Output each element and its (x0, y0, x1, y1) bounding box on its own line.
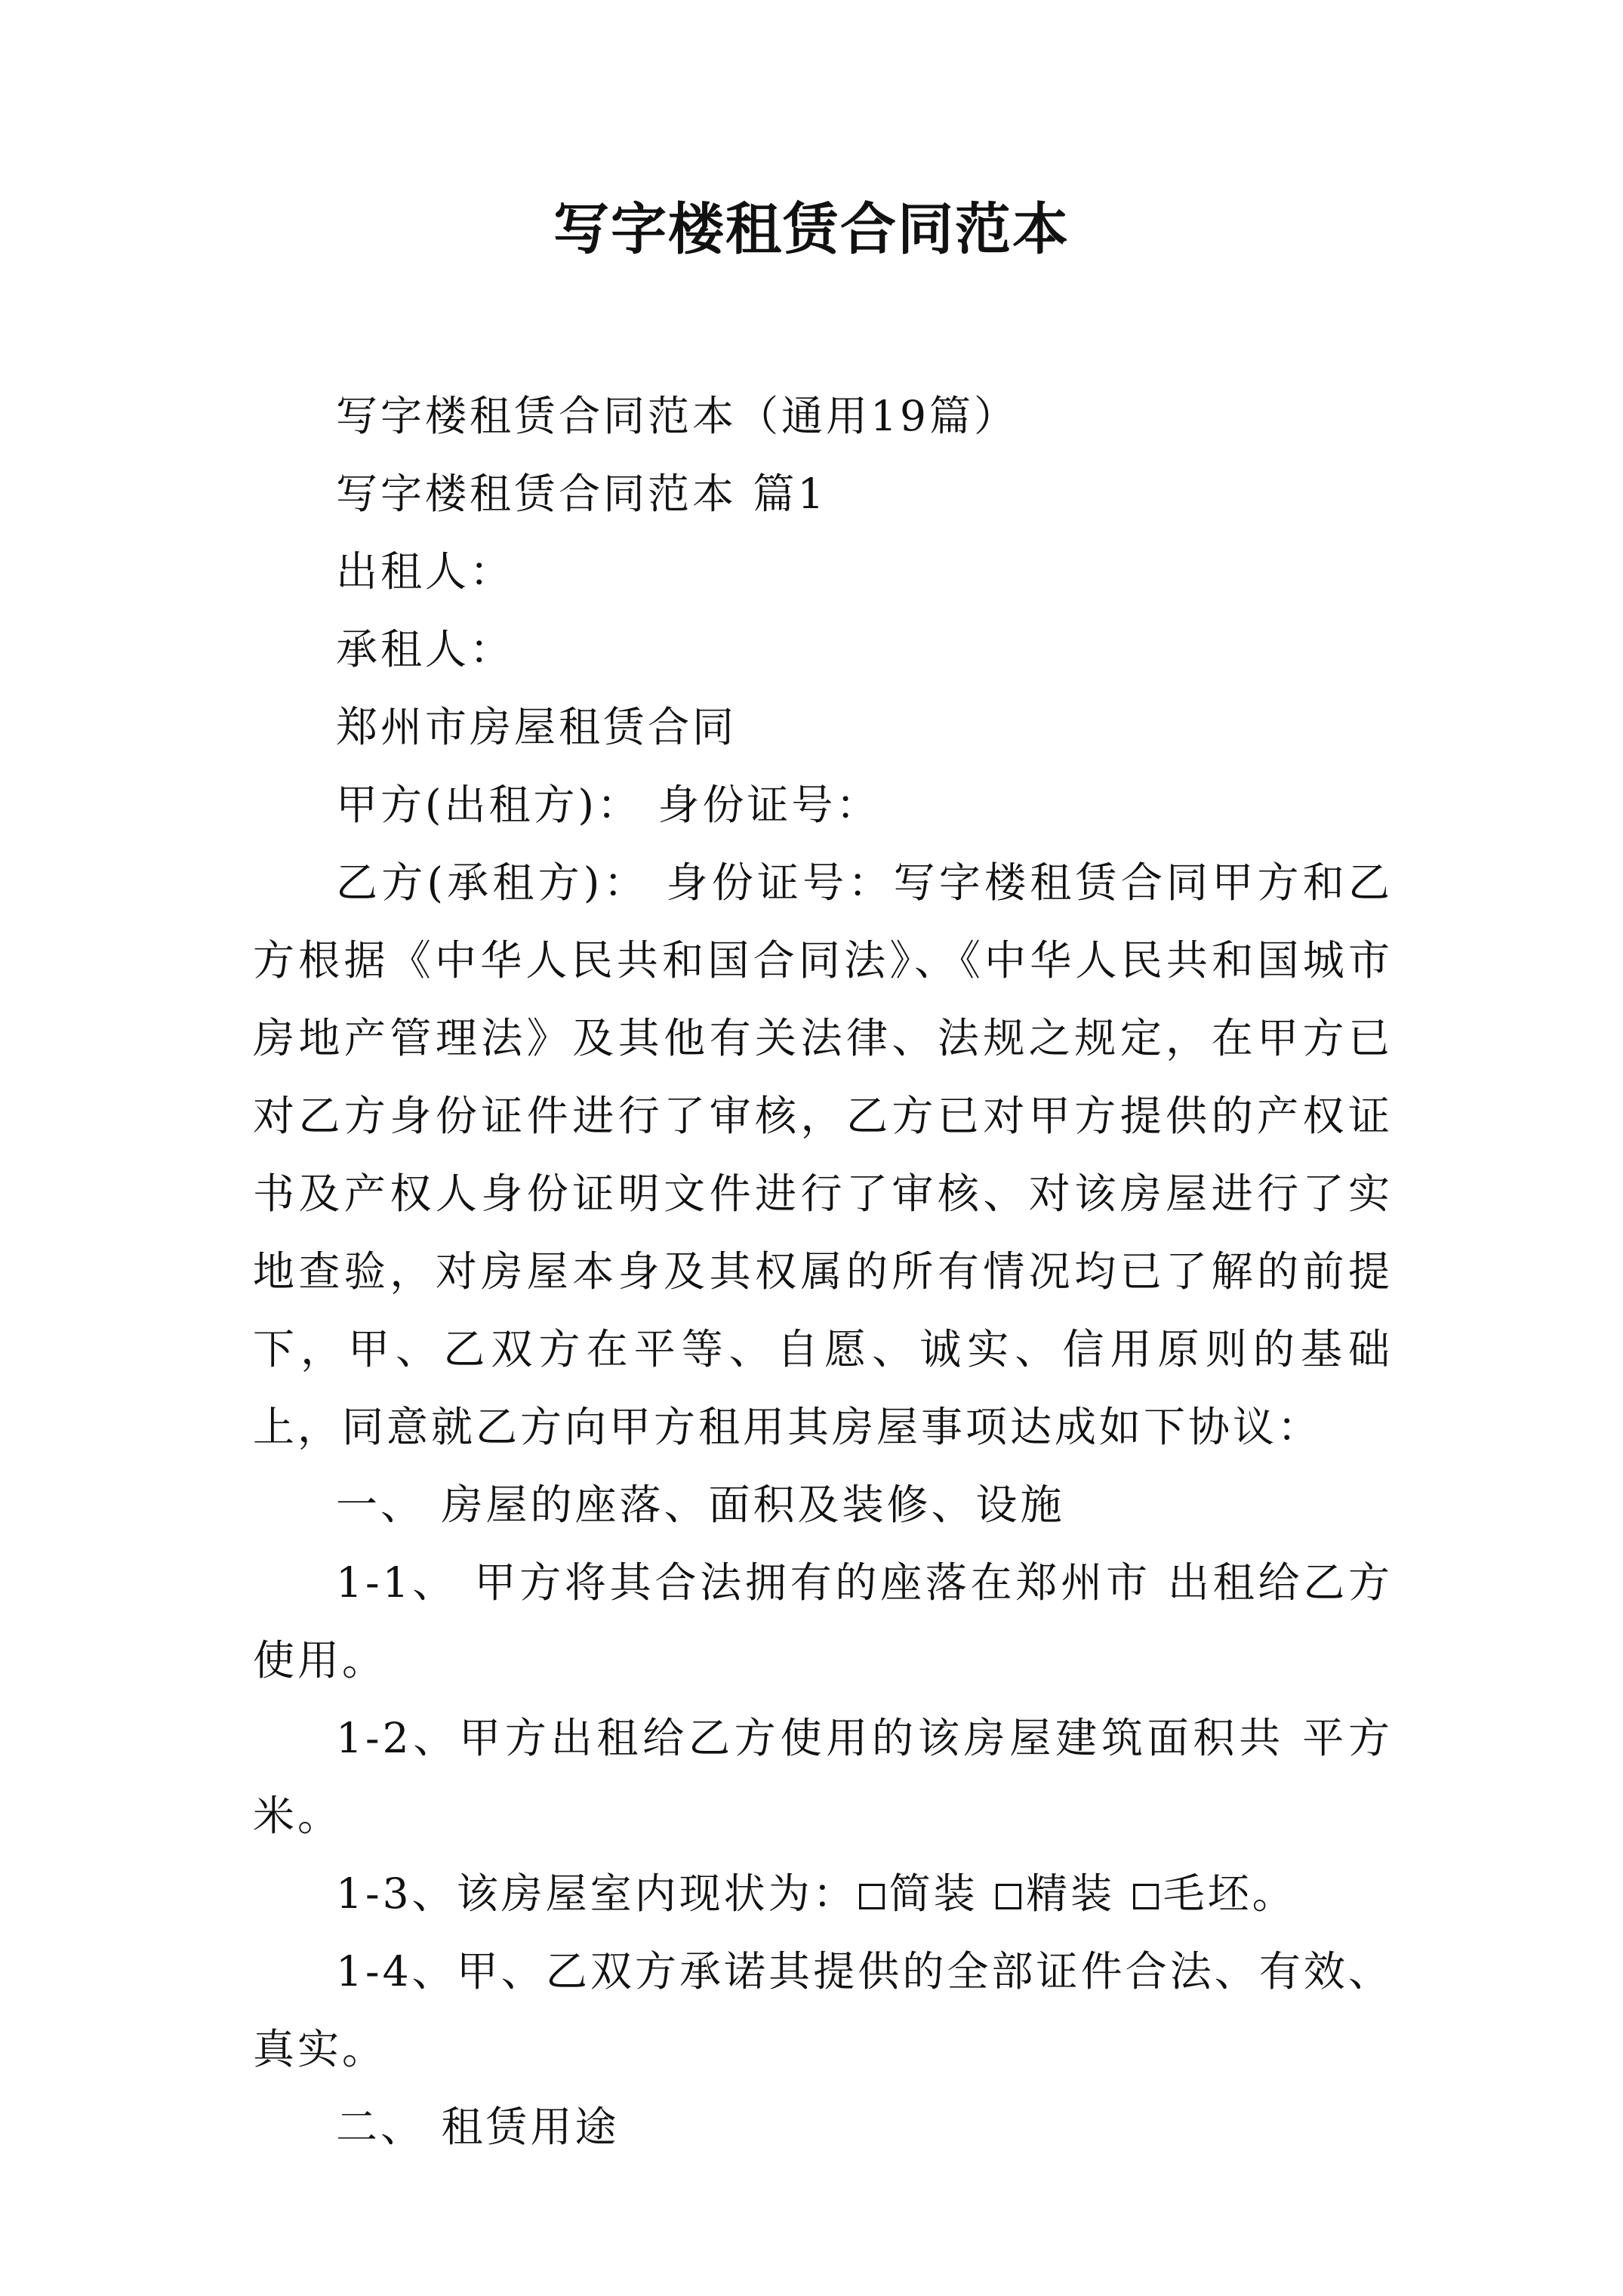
subtitle: 写字楼租赁合同范本（通用19篇） (336, 392, 1018, 440)
option-simple-decoration: 简装 (888, 1869, 978, 1918)
option-fine-decoration: 精装 (1026, 1869, 1116, 1918)
checkbox-fine-decoration (996, 1884, 1021, 1909)
checkbox-simple-decoration (859, 1884, 885, 1909)
section-heading: 写字楼租赁合同范本 篇1 (336, 470, 827, 518)
clause-1-2: 1-2、甲方出租给乙方使用的该房屋建筑面积共 平方米。 (253, 1714, 1393, 1840)
lessee-label: 承租人： (336, 625, 515, 673)
document-body (253, 378, 1393, 2166)
party-a-line: 甲方(出租方)： 身份证号： (336, 781, 881, 829)
option-unfinished: 毛坯。 (1163, 1869, 1297, 1918)
document-title: 写字楼租赁合同范本 (553, 197, 1070, 262)
lessor-label: 出租人： (336, 547, 515, 596)
article-2-heading: 二、 租赁用途 (336, 2103, 620, 2151)
contract-name: 郑州市房屋租赁合同 (336, 703, 738, 751)
article-1-heading: 一、 房屋的座落、面积及装修、设施 (336, 1481, 1065, 1529)
clause-1-3-prefix: 1-3、该房屋室内现状为： (336, 1869, 858, 1918)
clause-1-1: 1-1、 甲方将其合法拥有的座落在郑州市 出租给乙方使用。 (253, 1558, 1393, 1684)
party-b-intro-paragraph: 乙方(承租方)： 身份证号：写字楼租赁合同甲方和乙方根据《中华人民共和国合同法》、《中华人民共和国城市房地产管理法》及其他有关法律、法规之规定，在甲方已对乙方身份证件进行了审核，乙方已对甲方提供的产权证书及产权人身份证明文件进行了审核、对该房屋进行了实地查验，对房屋本身及其权属的所有情况均已了解的前提下，甲、乙双方在平等、自愿、诚实、信用原则的基础上，同意就乙方向甲方租用其房屋事项达成如下协议： (253, 858, 1393, 1451)
clause-1-4: 1-4、甲、乙双方承诺其提供的全部证件合法、有效、真实。 (253, 1947, 1393, 2073)
clause-1-3 (253, 1855, 1393, 1933)
checkbox-unfinished (1133, 1884, 1159, 1909)
